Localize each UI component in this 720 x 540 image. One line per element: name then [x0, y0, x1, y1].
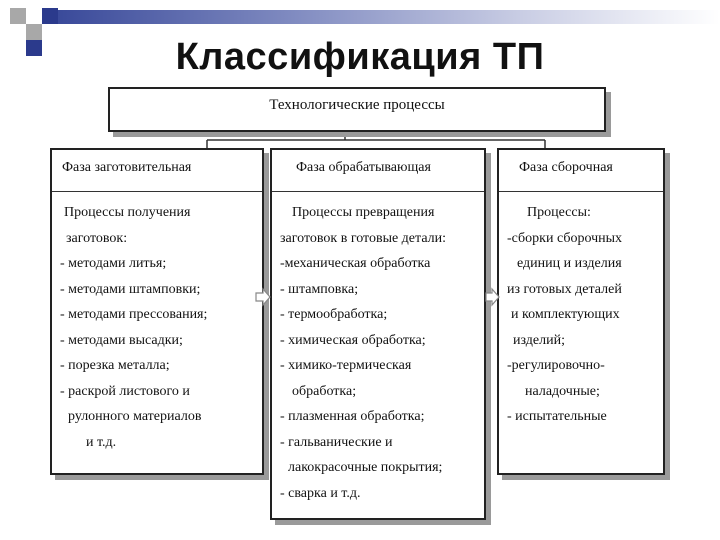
phase-line: -механическая обработка — [280, 256, 431, 271]
root-label: Технологические процессы — [269, 97, 445, 113]
phase-line: - методами штамповки; — [60, 281, 201, 297]
phase-box-processing — [270, 148, 486, 520]
phase-line: - методами высадки; — [60, 332, 183, 348]
phase-line: изделий; — [513, 332, 565, 348]
phase-line: - термообработка; — [280, 307, 388, 322]
phase-header: Фаза обрабатывающая — [272, 150, 484, 192]
phase-line: заготовок: — [66, 230, 128, 246]
phase-line: Процессы: — [527, 205, 591, 220]
phase-line: - методами литья; — [60, 256, 167, 271]
phase-line: заготовок в готовые детали: — [280, 230, 447, 246]
phase-line: Процессы превращения — [292, 205, 435, 220]
phase-line: - раскрой листового и — [60, 383, 190, 399]
phase-body — [52, 200, 262, 455]
phase-line: - штамповка; — [280, 281, 359, 297]
phase-box-assembly — [497, 148, 665, 475]
phase-line: - испытательные — [507, 409, 607, 424]
root-box — [108, 87, 606, 132]
phase-line: - химическая обработка; — [280, 332, 426, 348]
phase-line: лакокрасочные покрытия; — [288, 460, 443, 475]
phase-line: обработка; — [292, 383, 357, 399]
page-title: Классификация ТП — [175, 36, 545, 78]
phase-header: Фаза сборочная — [499, 150, 663, 192]
phase-line: - сварка и т.д. — [280, 485, 361, 501]
phase-header: Фаза заготовительная — [52, 150, 262, 192]
phase-line: - методами прессования; — [60, 307, 208, 322]
phase-line: Процессы получения — [64, 205, 191, 220]
phase-line: -сборки сборочных — [507, 230, 623, 246]
phase-box-procurement — [50, 148, 264, 475]
phase-line: -регулировочно- — [507, 358, 605, 373]
phase-body — [499, 200, 663, 430]
phase-line: и комплектующих — [511, 307, 620, 322]
phase-line: - плазменная обработка; — [280, 409, 425, 424]
phase-line: - гальванические и — [280, 434, 393, 450]
phase-body — [272, 200, 484, 506]
phase-line: наладочные; — [525, 383, 600, 399]
phase-line: - химико-термическая — [280, 358, 412, 373]
phase-line: из готовых деталей — [507, 281, 622, 297]
phase-line: единиц и изделия — [517, 256, 622, 271]
phase-line: и т.д. — [86, 434, 117, 450]
phase-line: рулонного материалов — [68, 409, 202, 424]
phase-line: - порезка металла; — [60, 358, 170, 373]
